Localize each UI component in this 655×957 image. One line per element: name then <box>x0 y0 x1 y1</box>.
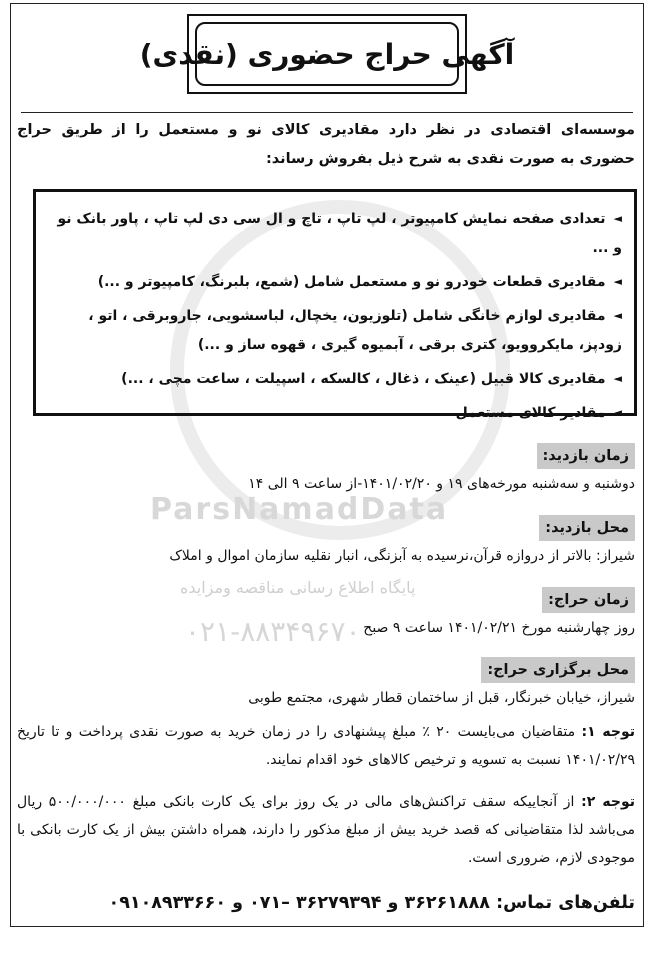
auction-place-section <box>17 656 635 712</box>
list-item <box>46 301 622 360</box>
list-item <box>46 204 622 263</box>
note-2-text: از آنجاییکه سقف تراکنش‌های مالی در یک روز برای یک کارت بانکی مبلغ ۵۰۰/۰۰۰/۰۰۰ ریال می‌باشد لذا متقاضیانی که قصد خرید بیش از مبلغ مذکور را دارند، همراه داشتن بیش از یک کارت بانکی با موجودی لازم، ضروری است. <box>17 794 635 866</box>
bullet-arrow-icon: ◄ <box>613 372 622 385</box>
list-item <box>46 364 622 394</box>
watermark-caption: پایگاه اطلاع رسانی مناقصه ومزایده <box>180 578 416 597</box>
intro-paragraph: موسسه‌ای اقتصادی در نظر دارد مقادیری کالای نو و مستعمل را از طریق حراج حضوری به صورت نقدی به شرح ذیل بفروش رساند: <box>17 122 635 167</box>
note-2 <box>17 788 635 872</box>
items-list <box>33 189 637 421</box>
visit-place-section <box>17 514 635 570</box>
bullet-arrow-icon: ◄ <box>613 309 622 322</box>
list-item <box>46 267 622 297</box>
visit-place-heading: محل بازدید: <box>539 515 635 541</box>
advertisement-page <box>10 3 644 927</box>
title-inner-frame <box>139 22 515 86</box>
phones-numbers: ۳۶۲۶۱۸۸۸ و ۳۶۲۷۹۳۹۴ –۰۷۱ و ۰۹۱۰۸۹۳۳۶۶۰ <box>108 893 490 913</box>
phones-label: تلفن‌های تماس: <box>496 893 635 913</box>
divider <box>21 112 633 113</box>
list-item-text: مقادیری قطعات خودرو نو و مستعمل شامل (شمع، بلبرنگ، کامپیوتر و ...) <box>97 274 606 290</box>
bullet-arrow-icon: ◄ <box>613 275 622 288</box>
list-item-text: مقادیر کالای مستعمل <box>455 405 606 421</box>
note-1 <box>17 718 635 774</box>
visit-time-heading: زمان بازدید: <box>537 443 636 469</box>
auction-time-text: روز چهارشنبه مورخ ۱۴۰۱/۰۲/۲۱ ساعت ۹ صبح <box>363 620 635 636</box>
auction-time-section <box>17 586 635 642</box>
list-item-text: مقادیری لوازم خانگی شامل (تلوزیون، یخچال، لباسشویی، جاروبرقی ، اتو ، زودپز، مایکروویو، کتری برقی ، آبمیوه گیری ، قهوه ساز و ...) <box>88 308 622 353</box>
note-1-text: متقاضیان می‌بایست ۲۰ ٪ مبلغ پیشنهادی را در زمان خرید به صورت نقدی پرداخت و تا تاریخ ۱۴۰۱/۰۲/۲۹ نسبت به تسویه و ترخیص کالاهای خود اقدام نمایند. <box>17 724 635 768</box>
visit-place-text: شیراز: بالاتر از دروازه قرآن،نرسیده به آبزنگی، انبار نقلیه سازمان اموال و املاک <box>169 548 635 564</box>
watermark-brand: ParsNamadData <box>150 492 449 527</box>
auction-time-heading: زمان حراج: <box>542 587 635 613</box>
auction-place-heading: محل برگزاری حراج: <box>481 657 635 683</box>
visit-time-text: دوشنبه و سه‌شنبه مورخه‌های ۱۹ و ۱۴۰۱/۰۲/۲۰-از ساعت ۹ الی ۱۴ <box>248 476 635 492</box>
note-2-label: توجه ۲: <box>581 794 635 810</box>
visit-time-section <box>17 442 635 498</box>
bullet-arrow-icon: ◄ <box>613 406 622 419</box>
title-frame <box>139 14 515 94</box>
contact-phones <box>17 893 635 913</box>
watermark-phone: ۰۲۱-۸۸۳۴۹۶۷۰ <box>185 615 361 648</box>
bullet-arrow-icon: ◄ <box>613 212 622 225</box>
auction-place-text: شیراز، خیابان خبرنگار، قبل از ساختمان قطار شهری، مجتمع طوبی <box>248 690 635 706</box>
list-item <box>46 398 622 428</box>
list-item-text: مقادیری کالا قبیل (عینک ، ذغال ، کالسکه ، اسپیلت ، ساعت مچی ، ...) <box>121 371 606 387</box>
page-title: آگهی حراج حضوری (نقدی) <box>139 37 515 71</box>
note-1-label: توجه ۱: <box>581 724 635 740</box>
list-item-text: تعدادی صفحه نمایش کامپیوتر ، لپ تاپ ، تاچ و ال سی دی لپ تاپ ، پاور بانک نو و ... <box>57 211 622 256</box>
